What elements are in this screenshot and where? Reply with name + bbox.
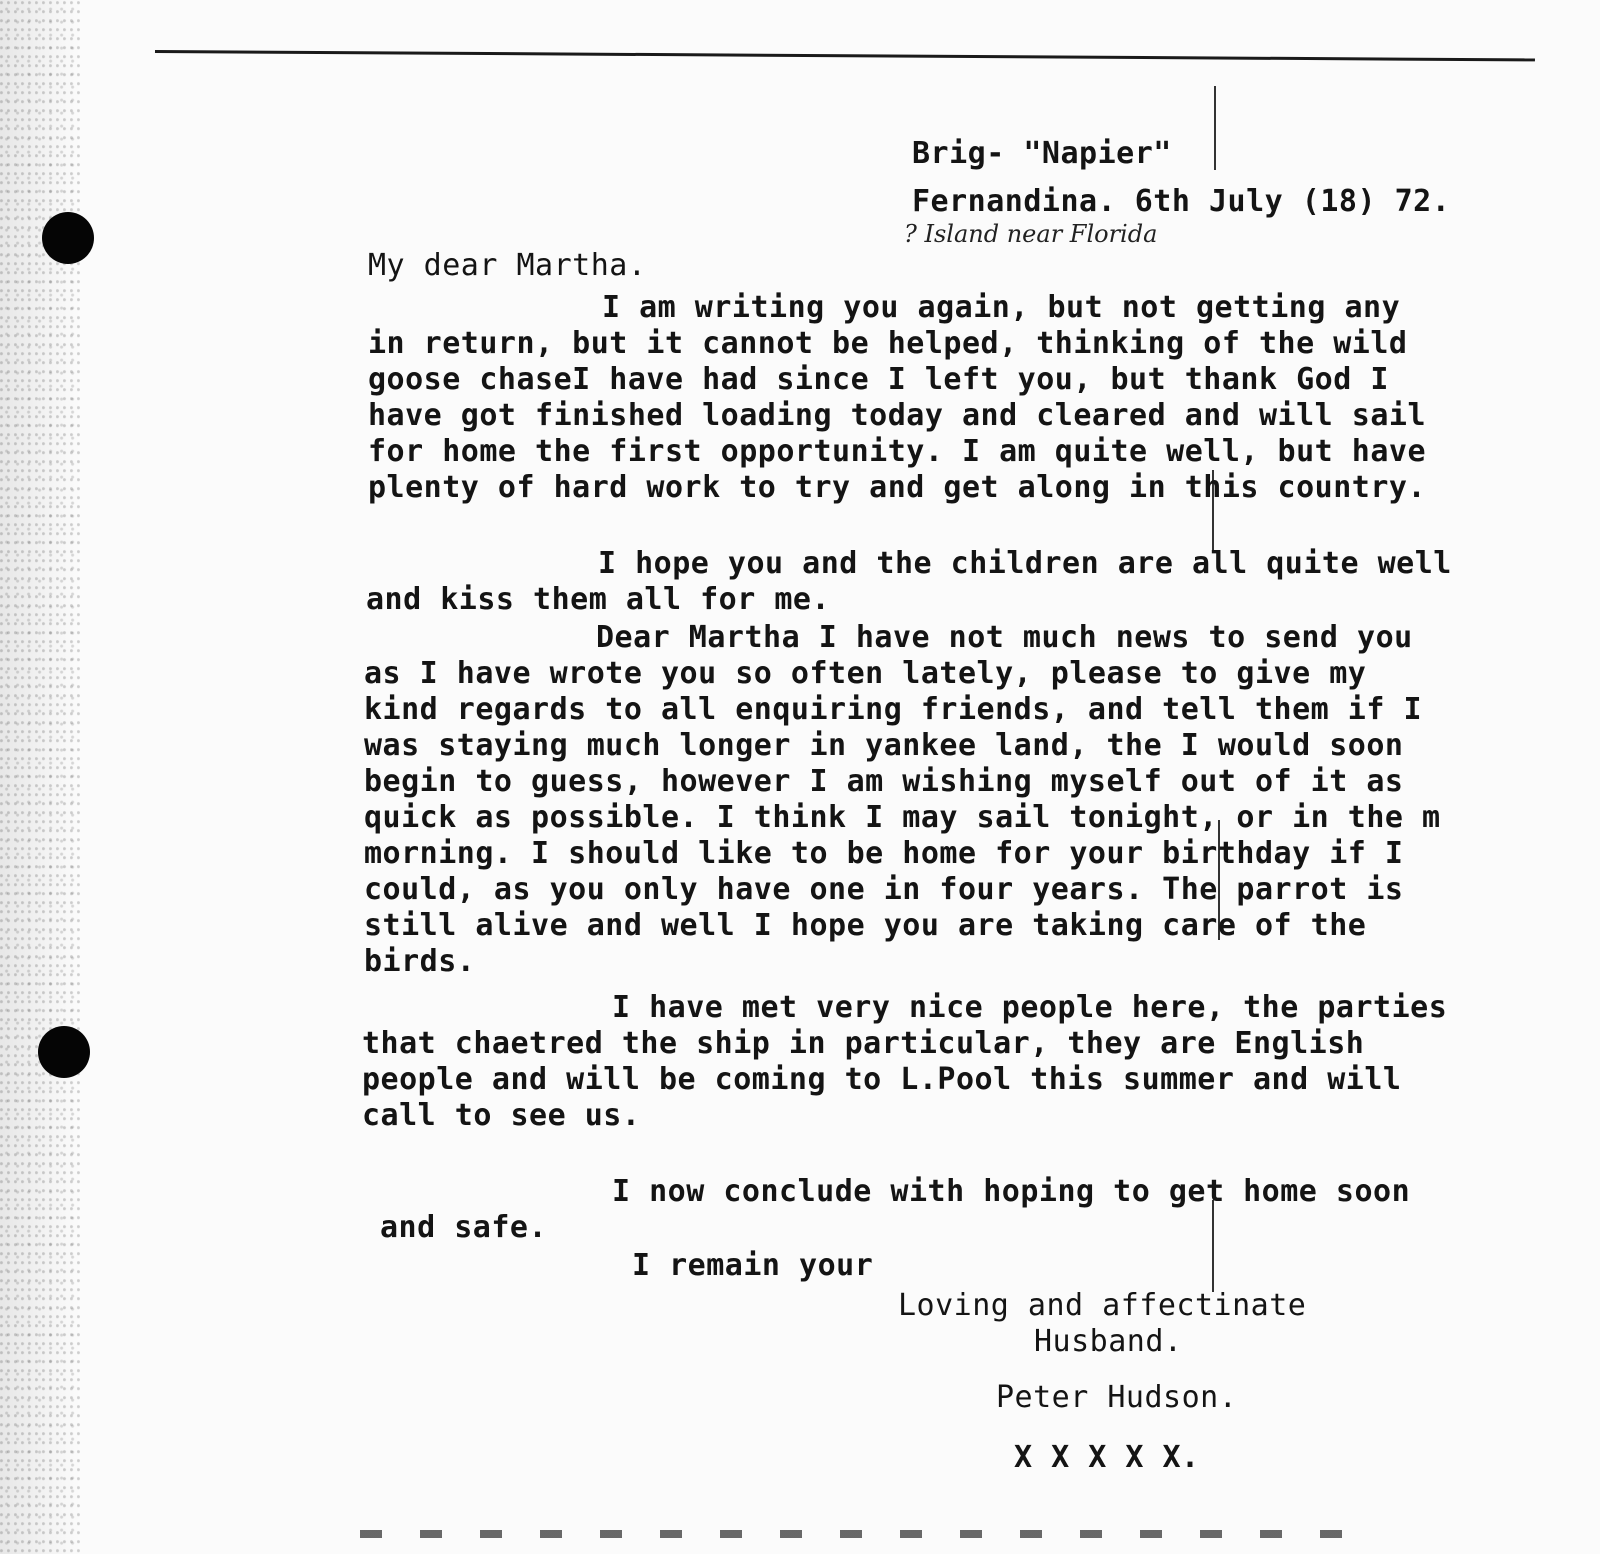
- paragraph-4-line-1: I have met very nice people here, the parties: [612, 990, 1448, 1025]
- closing-remain: I remain your: [632, 1248, 874, 1283]
- paragraph-5-line-2: and safe.: [380, 1210, 548, 1245]
- paragraph-3-line-2: as I have wrote you so often lately, please to give my: [364, 656, 1367, 691]
- paragraph-3-line-10: birds.: [364, 944, 476, 979]
- signature: Peter Hudson.: [996, 1380, 1238, 1415]
- paragraph-2-line-2: and kiss them all for me.: [366, 582, 831, 617]
- fold-line-lower: [1212, 1200, 1214, 1292]
- paragraph-1-line-3: goose chaseI have had since I left you, but thank God I: [368, 362, 1389, 397]
- cut-off-bottom-text: [360, 1530, 1380, 1538]
- punch-hole-bottom: [38, 1026, 90, 1078]
- top-border-line: [155, 50, 1535, 61]
- kisses: X X X X X.: [1014, 1440, 1200, 1475]
- paragraph-3-line-1: Dear Martha I have not much news to send you: [596, 620, 1413, 655]
- paragraph-4-line-2: that chaetred the ship in particular, they are English: [362, 1026, 1365, 1061]
- paragraph-3-line-9: still alive and well I hope you are taking care of the: [364, 908, 1367, 943]
- paragraph-1-line-2: in return, but it cannot be helped, thinking of the wild: [368, 326, 1408, 361]
- paragraph-3-line-5: begin to guess, however I am wishing myself out of it as: [364, 764, 1404, 799]
- closing-loving: Loving and affectinate: [898, 1288, 1307, 1323]
- paragraph-1-line-4: have got finished loading today and cleared and will sail: [368, 398, 1427, 433]
- handwritten-annotation: ? Island near Florida: [904, 220, 1158, 248]
- paragraph-1-line-1: I am writing you again, but not getting any: [602, 290, 1401, 325]
- greeting: My dear Martha.: [368, 248, 647, 283]
- vessel-name: Brig- "Napier": [912, 136, 1172, 171]
- punch-hole-top: [42, 212, 94, 264]
- paragraph-3-line-3: kind regards to all enquiring friends, and tell them if I: [364, 692, 1423, 727]
- closing-husband: Husband.: [1034, 1324, 1183, 1359]
- paragraph-3-line-4: was staying much longer in yankee land, the I would soon: [364, 728, 1404, 763]
- place-date: Fernandina. 6th July (18) 72.: [912, 184, 1451, 219]
- paragraph-4-line-3: people and will be coming to L.Pool this summer and will: [362, 1062, 1402, 1097]
- paragraph-3-line-6: quick as possible. I think I may sail tonight, or in the m: [364, 800, 1441, 835]
- paragraph-1-line-5: for home the first opportunity. I am quite well, but have: [368, 434, 1427, 469]
- paragraph-2-line-1: I hope you and the children are all quite well: [598, 546, 1452, 581]
- paragraph-4-line-4: call to see us.: [362, 1098, 641, 1133]
- paragraph-3-line-7: morning. I should like to be home for your birthday if I: [364, 836, 1404, 871]
- paragraph-3-line-8: could, as you only have one in four years. The parrot is: [364, 872, 1404, 907]
- paragraph-1-line-6: plenty of hard work to try and get along in this country.: [368, 470, 1427, 505]
- header-divider-line: [1214, 86, 1216, 170]
- paragraph-5-line-1: I now conclude with hoping to get home soon: [612, 1174, 1411, 1209]
